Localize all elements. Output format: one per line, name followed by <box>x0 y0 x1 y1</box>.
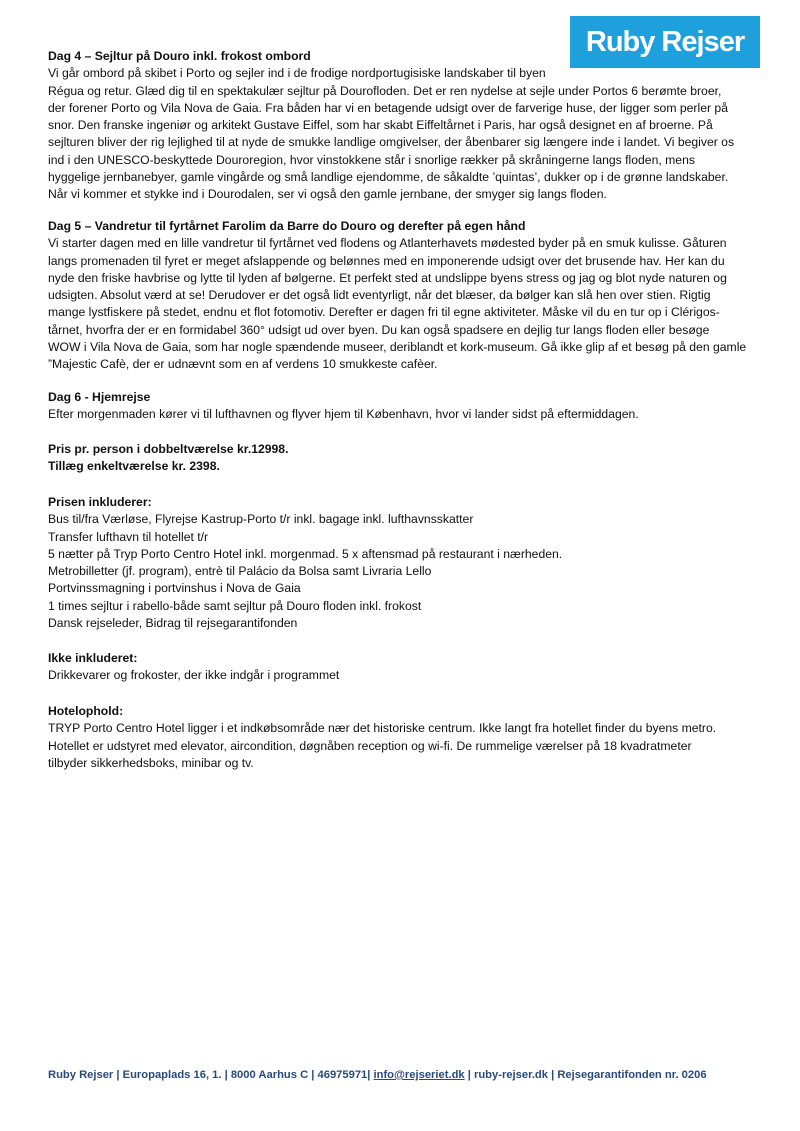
text-line: Dansk rejseleder, Bidrag til rejsegarantifonden <box>48 616 298 631</box>
text-line: Transfer lufthavn til hotellet t/r <box>48 529 209 544</box>
day5-body <box>48 235 746 373</box>
text-line: Hotellet er udstyret med elevator, aircondition, døgnåben reception og wi-fi. De rummelige værelser på 18 kvadratmeter <box>48 738 692 753</box>
text-line: udsigten. Absolut værd at se! Derudover er det også lidt eventyrligt, når det blæser, da bølger kan slå hen over stien. Rigtig <box>48 288 711 303</box>
text-line: Régua og retur. Glæd dig til en spektakulær sejltur på Dourofloden. Det er ren nydelse at sejle under Portos 6 berømte broer, <box>48 83 722 98</box>
section-price <box>48 441 288 476</box>
hotel-heading: Hotelophold: <box>48 704 124 718</box>
footer-email-link[interactable]: info@rejseriet.dk <box>373 1069 465 1081</box>
hotel-body <box>48 720 716 772</box>
footer-address: Ruby Rejser | Europaplads 16, 1. | 8000 Aarhus C | 46975971| <box>48 1069 374 1081</box>
text-line: Portvinssmagning i portvinshus i Nova de Gaia <box>48 581 301 596</box>
logo-text: Ruby Rejser <box>585 25 745 58</box>
text-line: ”Majestic Cafè, der er udnævnt som en af verdens 10 smukkeste cafèer. <box>48 357 438 372</box>
text-line: Drikkevarer og frokoster, der ikke indgår i programmet <box>48 668 340 683</box>
excluded-heading: Ikke inkluderet: <box>48 651 138 665</box>
section-included <box>48 494 562 632</box>
included-heading: Prisen inkluderer: <box>48 495 152 509</box>
text-line: tårnet, hvorfra der er en formidabel 360° udsigt ud over byen. Du kan også spadsere en dejlig tur langs floden eller besøge <box>48 322 710 337</box>
section-hotel <box>48 703 716 772</box>
text-line: snor. Den franske ingeniør og arkitekt Gustave Eiffel, som har skabt Eiffeltårnet i Paris, har også designet en af broerne. På <box>48 118 713 133</box>
text-line: Vi starter dagen med en lille vandretur til fyrtårnet ved flodens og Atlanterhavets mødested byder på en smuk kulisse. Gåturen <box>48 236 727 251</box>
text-line: langs promenaden til fyret er meget afslappende og belønnes med en imponerende udsigt over det brusende hav. Her kan du <box>48 253 725 268</box>
text-line: 1 times sejltur i rabello-både samt sejltur på Douro floden inkl. frokost <box>48 598 422 613</box>
text-line: TRYP Porto Centro Hotel ligger i et indkøbsområde nær det historiske centrum. Ikke langt fra hotellet finder du byens metro. <box>48 721 717 736</box>
text-line: Når vi kommer et stykke ind i Dourodalen, ser vi også den gamle jernbane, der smyger sig langs floden. <box>48 187 607 202</box>
text-line: ind i den UNESCO-beskyttede Douroregion, hvor vinstokkene står i snorlige rækker på skråningerne langs floden, mens <box>48 152 695 167</box>
text-line: nyde den friske havbrise og lytte til lyden af bølgerne. Et perfekt sted at undslippe byens stress og jag og blot nyde naturen og <box>48 270 727 285</box>
text-line: Bus til/fra Værløse, Flyrejse Kastrup-Porto t/r inkl. bagage inkl. lufthavnsskatter <box>48 512 474 527</box>
section-day6 <box>48 389 639 424</box>
price-double: Pris pr. person i dobbeltværelse kr.12998. <box>48 442 289 456</box>
text-line: hyggelige jernbanebyer, gamle vingårde og små landlige ejendomme, de såkaldte ’quintas’, dukker op i de grønne landskaber. <box>48 170 729 185</box>
text-line: 5 nætter på Tryp Porto Centro Hotel inkl. morgenmad. 5 x aftensmad på restaurant i nærheden. <box>48 546 563 561</box>
day4-body <box>48 65 734 203</box>
day4-heading: Dag 4 – Sejltur på Douro inkl. frokost ombord <box>48 49 311 63</box>
text-line: Vi går ombord på skibet i Porto og sejler ind i de frodige nordportugisiske landskaber til byen <box>48 66 546 81</box>
day5-heading: Dag 5 – Vandretur til fyrtårnet Farolim da Barre do Douro og derefter på egen hånd <box>48 219 526 233</box>
text-line: tilbyder sikkerhedsboks, minibar og tv. <box>48 755 254 770</box>
price-single: Tillæg enkeltværelse kr. 2398. <box>48 459 220 474</box>
text-line: Efter morgenmaden kører vi til lufthavnen og flyver hjem til København, hvor vi lander sidst på eftermiddagen. <box>48 407 639 422</box>
text-line: Metrobilletter (jf. program), entrè til Palácio da Bolsa samt Livraria Lello <box>48 564 432 579</box>
section-day5 <box>48 218 746 374</box>
excluded-list <box>48 667 339 684</box>
text-line: mange lystfiskere på stedet, endnu et flot fotomotiv. Derefter er dagen fri til egne aktiviteter. Måske vil du en tur op i Clérigos- <box>48 305 720 320</box>
day6-heading: Dag 6 - Hjemrejse <box>48 390 151 404</box>
section-day4 <box>48 48 734 204</box>
text-line: der forener Porto og Vila Nova de Gaia. Fra båden har vi en betagende udsigt over de farverige huse, der ligger som perler på <box>48 100 728 115</box>
footer-website: | ruby-rejser.dk | Rejsegarantifonden nr. 0206 <box>464 1069 707 1081</box>
section-excluded <box>48 650 339 685</box>
text-line: WOW i Vila Nova de Gaia, som har nogle spændende museer, deriblandt et kork-museum. Gå ikke glip af et besøg på den gamle <box>48 340 747 355</box>
footer <box>48 1069 707 1081</box>
included-list <box>48 511 562 632</box>
day6-body <box>48 406 639 423</box>
text-line: sejlturen bliver der rig lejlighed til at nyde de smukke landlige omgivelser, der åbenbarer sig længere inde i landet. Vi begiver os <box>48 135 735 150</box>
